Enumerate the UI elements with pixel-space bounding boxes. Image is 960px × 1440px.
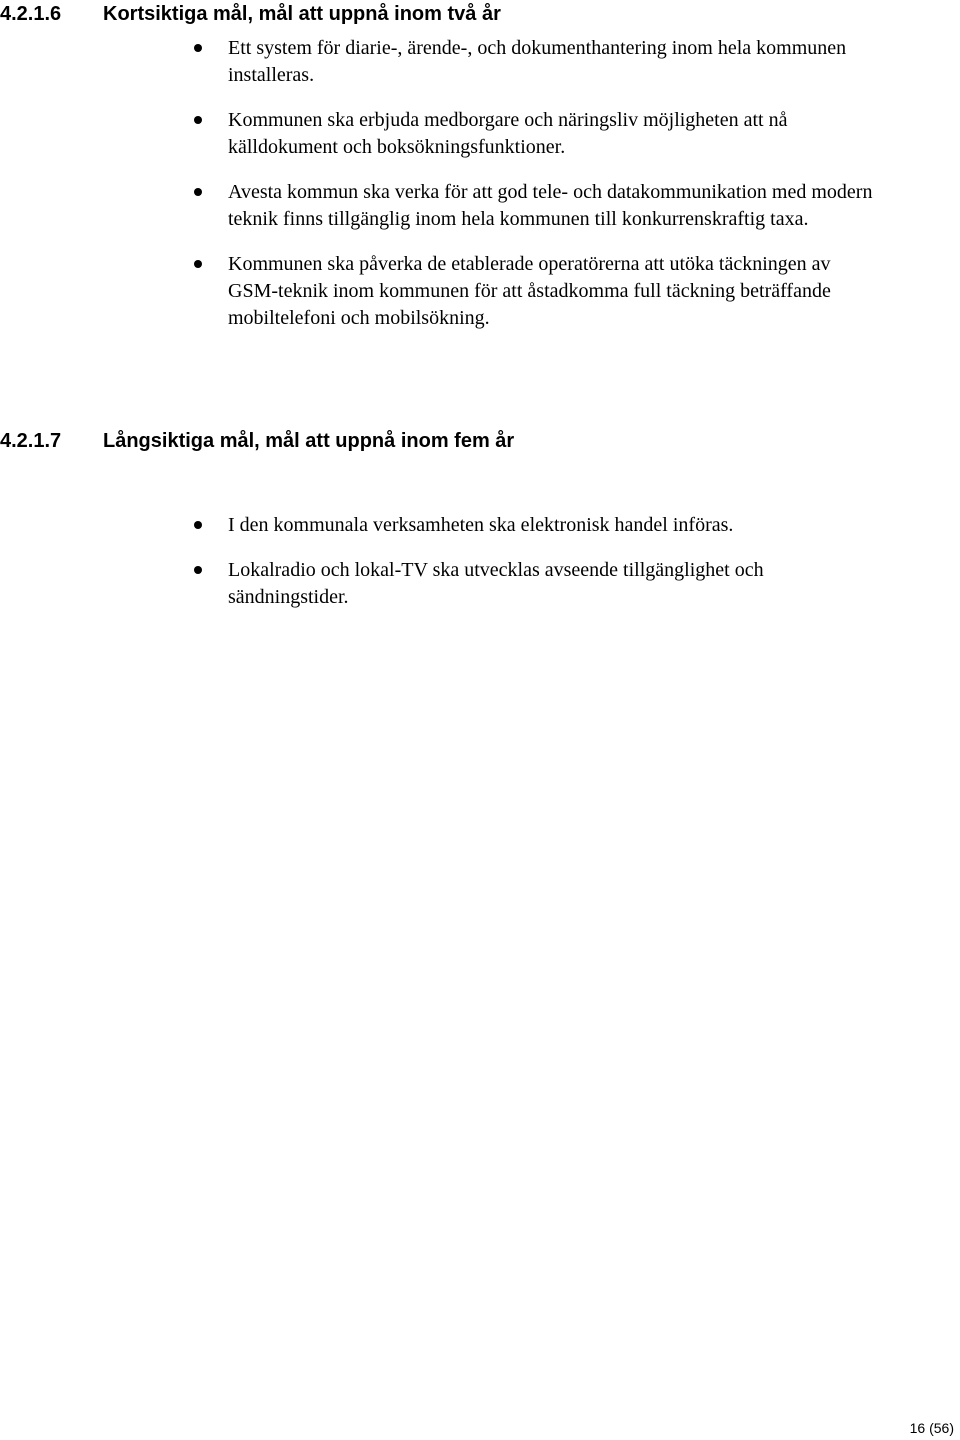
bullet-icon [194,188,202,196]
page-number: 16 (56) [909,1420,954,1436]
short-term-goals-list [0,35,883,350]
section-number: 4.2.1.6 [0,3,62,25]
list-item-text: Kommunen ska erbjuda medborgare och näringsliv möjligheten att nå källdokument och boksökningsfunktioner. [228,109,788,158]
section-title: Långsiktiga mål, mål att uppnå inom fem år [103,430,515,452]
list-item [0,107,883,161]
bullet-icon [194,44,202,52]
bullet-icon [194,521,202,529]
list-item [0,557,883,611]
list-item-text: Lokalradio och lokal-TV ska utvecklas avseende tillgänglighet och sändningstider. [228,559,764,608]
list-item [0,251,883,332]
bullet-icon [194,566,202,574]
list-item [0,512,883,539]
section-title: Kortsiktiga mål, mål att uppnå inom två år [103,3,501,25]
long-term-goals-list [0,512,883,629]
list-item [0,179,883,233]
section-heading-4-2-1-7 [0,429,514,453]
list-item-text: Ett system för diarie-, ärende-, och dokumenthantering inom hela kommunen installeras. [228,37,847,86]
list-item [0,35,883,89]
section-number: 4.2.1.7 [0,430,62,452]
list-item-text: Kommunen ska påverka de etablerade operatörerna att utöka täckningen av GSM-teknik inom kommunen för att åstadkomma full täckning beträffande mobiltelefoni och mobilsökning. [228,253,831,329]
list-item-text: I den kommunala verksamheten ska elektronisk handel införas. [228,514,734,536]
bullet-icon [194,260,202,268]
section-heading-4-2-1-6 [0,2,501,26]
bullet-icon [194,116,202,124]
list-item-text: Avesta kommun ska verka för att god tele- och datakommunikation med modern teknik finns tillgänglig inom hela kommunen till konkurrenskraftig taxa. [228,181,873,230]
